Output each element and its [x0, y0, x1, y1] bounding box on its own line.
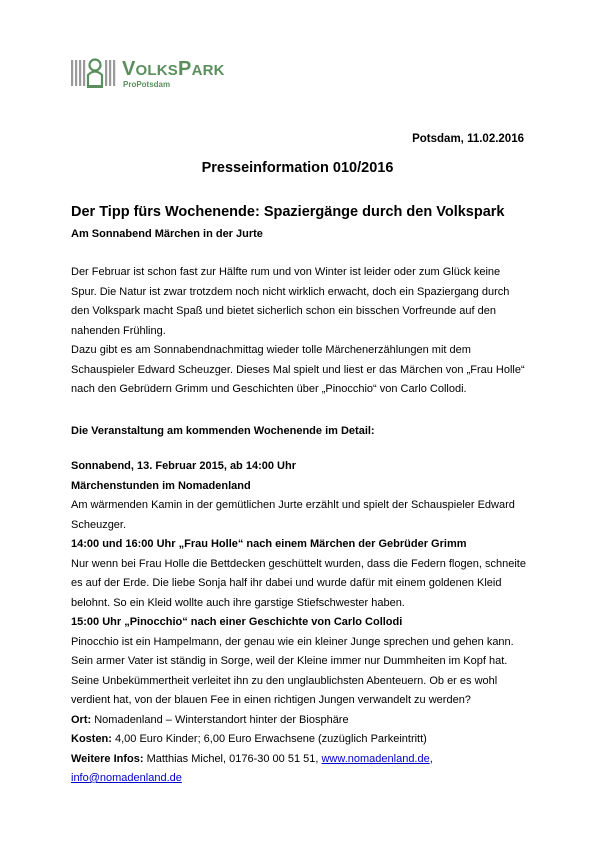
intro-paragraph	[71, 263, 526, 341]
subheadline: Am Sonnabend Märchen in der Jurte	[71, 228, 263, 240]
cost-line	[71, 730, 526, 750]
volkspark-emblem-icon	[71, 55, 119, 91]
event-date: Sonnabend, 13. Februar 2015, ab 14:00 Uhr	[71, 460, 296, 472]
location-value: Nomadenland – Winterstandort hinter der Biosphäre	[91, 713, 349, 726]
location-line	[71, 711, 526, 731]
cost-label: Kosten:	[71, 733, 112, 745]
logo-subtitle: ProPotsdam	[123, 80, 171, 89]
paragraph-text: Dazu gibt es am Sonnabendnachmittag wieder tolle Märchenerzählungen mit dem Schauspieler Edward Scheuzger. Dieses Mal spielt und liest er das Märchen von „Frau Holle“ nach den Gebrüdern Grimm und Geschichten über „Pinocchio“ von Carlo Collodi.	[71, 344, 525, 395]
pinocchio-text: Pinocchio ist ein Hampelmann, der genau wie ein kleiner Junge sprechen und gehen kann. Sein armer Vater ist ständig in Sorge, weil der Kleine immer nur Dummheiten im Kopf hat. Seine Unbekümmertheit verleitet ihn zu den unglaublichsten Abenteuern. Ob er es wohl verdient hat, von der blauen Fee in einen richtigen Jungen verwandelt zu werden?	[71, 635, 514, 706]
event-intro: Am wärmenden Kamin in der gemütlichen Jurte erzählt und spielt der Schauspieler Edward Scheuzger.	[71, 499, 515, 531]
second-paragraph	[71, 341, 526, 400]
frau-holle-heading: 14:00 und 16:00 Uhr „Frau Holle“ nach einem Märchen der Gebrüder Grimm	[71, 538, 467, 550]
details-title: Die Veranstaltung am kommenden Wochenende im Detail:	[71, 425, 375, 437]
info-label: Weitere Infos:	[71, 752, 144, 765]
press-title: Presseinformation 010/2016	[201, 160, 394, 176]
email-link[interactable]: info@nomadenland.de	[71, 772, 182, 784]
email-line	[71, 769, 526, 789]
location-label: Ort:	[71, 713, 92, 726]
paragraph-text: Der Februar ist schon fast zur Hälfte rum und von Winter ist leider oder zum Glück keine Spur. Die Natur ist zwar trotzdem noch nicht wirklich erwacht, doch ein Spaziergang durch den Volkspark macht Spaß und bietet sicherlich schon ein bisschen Vorfreunde auf den nahenden Frühling.	[71, 266, 510, 337]
frau-holle-text: Nur wenn bei Frau Holle die Bettdecken geschüttelt wurden, dass die Federn flogen, schneite es auf der Erde. Die liebe Sonja half ihr dabei und wurde dafür mit einem goldenen Kleid belohnt. So ein Kleid wollte auch ihre garstige Stiefschwester haben.	[71, 557, 526, 609]
pinocchio-heading: 15:00 Uhr „Pinocchio“ nach einer Geschichte von Carlo Collodi	[71, 616, 403, 628]
volkspark-logo	[71, 55, 261, 95]
document-date: Potsdam, 11.02.2016	[412, 133, 524, 145]
event-title: Märchenstunden im Nomadenland	[71, 479, 251, 492]
headline: Der Tipp fürs Wochenende: Spaziergänge durch den Volkspark	[71, 204, 505, 220]
cost-value: 4,00 Euro Kinder; 6,00 Euro Erwachsene (zuzüglich Parkeintritt)	[111, 733, 427, 745]
logo-wordmark: VOLKSPARK	[122, 58, 225, 80]
website-link[interactable]: www.nomadenland.de	[321, 752, 430, 765]
info-value: Matthias Michel, 0176-30 00 51 51,	[143, 752, 322, 765]
info-separator: ,	[429, 752, 433, 765]
info-line	[71, 750, 526, 770]
event-details	[71, 457, 526, 789]
